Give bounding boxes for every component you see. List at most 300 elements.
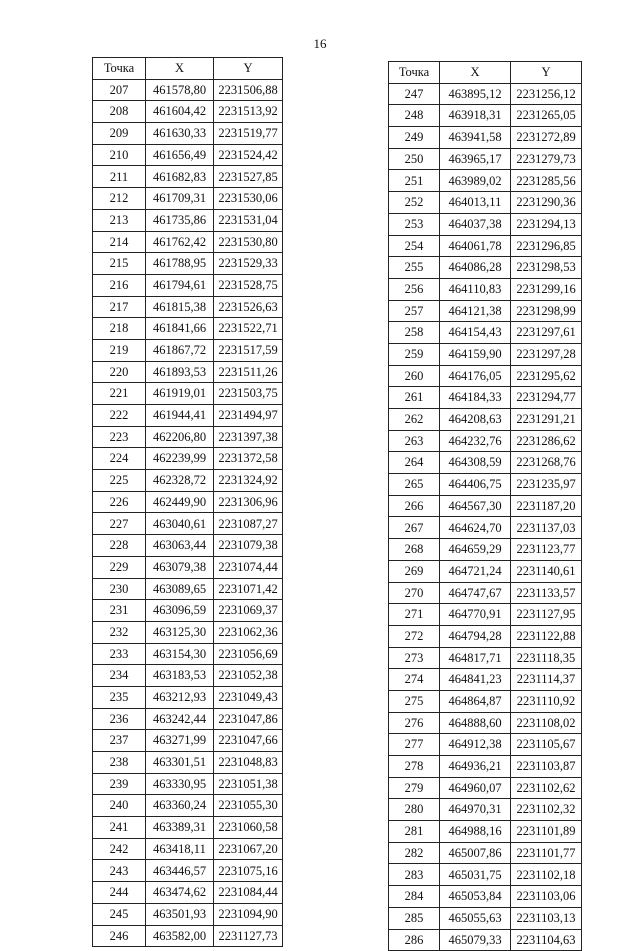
cell-point-number: 266 bbox=[389, 495, 440, 517]
cell-point-number: 225 bbox=[93, 470, 146, 492]
cell-point-number: 217 bbox=[93, 296, 146, 318]
cell-point-number: 247 bbox=[389, 83, 440, 105]
cell-y-coordinate: 2231298,53 bbox=[511, 257, 582, 279]
cell-x-coordinate: 464121,38 bbox=[440, 300, 511, 322]
cell-x-coordinate: 464154,43 bbox=[440, 322, 511, 344]
cell-x-coordinate: 463125,30 bbox=[146, 621, 214, 643]
cell-x-coordinate: 463360,24 bbox=[146, 795, 214, 817]
cell-x-coordinate: 464817,71 bbox=[440, 647, 511, 669]
cell-point-number: 251 bbox=[389, 170, 440, 192]
cell-y-coordinate: 2231526,63 bbox=[214, 296, 283, 318]
table-row bbox=[389, 669, 582, 691]
cell-x-coordinate: 464061,78 bbox=[440, 235, 511, 257]
table-row bbox=[93, 405, 283, 427]
cell-x-coordinate: 464988,16 bbox=[440, 821, 511, 843]
cell-point-number: 219 bbox=[93, 339, 146, 361]
cell-y-coordinate: 2231530,06 bbox=[214, 188, 283, 210]
cell-x-coordinate: 463989,02 bbox=[440, 170, 511, 192]
table-row bbox=[389, 387, 582, 409]
cell-point-number: 260 bbox=[389, 365, 440, 387]
cell-x-coordinate: 465007,86 bbox=[440, 842, 511, 864]
cell-y-coordinate: 2231524,42 bbox=[214, 144, 283, 166]
cell-y-coordinate: 2231517,59 bbox=[214, 339, 283, 361]
table-row bbox=[389, 365, 582, 387]
cell-point-number: 227 bbox=[93, 513, 146, 535]
cell-point-number: 221 bbox=[93, 383, 146, 405]
cell-point-number: 282 bbox=[389, 842, 440, 864]
cell-y-coordinate: 2231051,38 bbox=[214, 773, 283, 795]
cell-y-coordinate: 2231279,73 bbox=[511, 148, 582, 170]
cell-x-coordinate: 465053,84 bbox=[440, 886, 511, 908]
cell-y-coordinate: 2231506,88 bbox=[214, 79, 283, 101]
cell-point-number: 239 bbox=[93, 773, 146, 795]
cell-y-coordinate: 2231511,26 bbox=[214, 361, 283, 383]
cell-point-number: 278 bbox=[389, 756, 440, 778]
cell-point-number: 212 bbox=[93, 188, 146, 210]
cell-point-number: 271 bbox=[389, 604, 440, 626]
cell-x-coordinate: 461794,61 bbox=[146, 274, 214, 296]
table-row bbox=[93, 513, 283, 535]
table-row bbox=[389, 929, 582, 951]
cell-point-number: 256 bbox=[389, 278, 440, 300]
cell-point-number: 207 bbox=[93, 79, 146, 101]
cell-x-coordinate: 464841,23 bbox=[440, 669, 511, 691]
cell-y-coordinate: 2231087,27 bbox=[214, 513, 283, 535]
cell-point-number: 262 bbox=[389, 409, 440, 431]
cell-point-number: 224 bbox=[93, 448, 146, 470]
cell-y-coordinate: 2231079,38 bbox=[214, 535, 283, 557]
table-row bbox=[93, 318, 283, 340]
table-row bbox=[93, 556, 283, 578]
table-row bbox=[93, 209, 283, 231]
cell-point-number: 216 bbox=[93, 274, 146, 296]
cell-x-coordinate: 463895,12 bbox=[440, 83, 511, 105]
cell-point-number: 233 bbox=[93, 643, 146, 665]
table-row bbox=[389, 864, 582, 886]
cell-y-coordinate: 2231531,04 bbox=[214, 209, 283, 231]
cell-y-coordinate: 2231140,61 bbox=[511, 560, 582, 582]
cell-point-number: 248 bbox=[389, 105, 440, 127]
cell-point-number: 236 bbox=[93, 708, 146, 730]
column-header-x: X bbox=[146, 58, 214, 80]
table-row bbox=[93, 773, 283, 795]
table-row bbox=[93, 123, 283, 145]
cell-point-number: 242 bbox=[93, 838, 146, 860]
cell-point-number: 223 bbox=[93, 426, 146, 448]
cell-y-coordinate: 2231103,87 bbox=[511, 756, 582, 778]
cell-point-number: 257 bbox=[389, 300, 440, 322]
table-row bbox=[93, 578, 283, 600]
cell-x-coordinate: 464864,87 bbox=[440, 690, 511, 712]
cell-point-number: 279 bbox=[389, 777, 440, 799]
cell-y-coordinate: 2231528,75 bbox=[214, 274, 283, 296]
coordinates-table-right bbox=[388, 61, 582, 951]
table-row bbox=[389, 756, 582, 778]
cell-point-number: 220 bbox=[93, 361, 146, 383]
cell-y-coordinate: 2231297,61 bbox=[511, 322, 582, 344]
cell-x-coordinate: 464232,76 bbox=[440, 430, 511, 452]
table-row bbox=[93, 470, 283, 492]
table-row bbox=[93, 79, 283, 101]
table-row bbox=[389, 495, 582, 517]
cell-y-coordinate: 2231071,42 bbox=[214, 578, 283, 600]
cell-y-coordinate: 2231513,92 bbox=[214, 101, 283, 123]
cell-point-number: 222 bbox=[93, 405, 146, 427]
cell-point-number: 231 bbox=[93, 600, 146, 622]
table-row bbox=[93, 925, 283, 947]
cell-x-coordinate: 463096,59 bbox=[146, 600, 214, 622]
cell-point-number: 283 bbox=[389, 864, 440, 886]
cell-y-coordinate: 2231527,85 bbox=[214, 166, 283, 188]
table-row bbox=[389, 83, 582, 105]
table-row bbox=[389, 343, 582, 365]
cell-y-coordinate: 2231522,71 bbox=[214, 318, 283, 340]
table-row bbox=[389, 604, 582, 626]
cell-point-number: 277 bbox=[389, 734, 440, 756]
cell-x-coordinate: 461682,83 bbox=[146, 166, 214, 188]
cell-point-number: 280 bbox=[389, 799, 440, 821]
cell-y-coordinate: 2231235,97 bbox=[511, 474, 582, 496]
table-row bbox=[389, 452, 582, 474]
cell-x-coordinate: 464912,38 bbox=[440, 734, 511, 756]
cell-y-coordinate: 2231084,44 bbox=[214, 882, 283, 904]
cell-y-coordinate: 2231102,32 bbox=[511, 799, 582, 821]
cell-point-number: 211 bbox=[93, 166, 146, 188]
cell-point-number: 267 bbox=[389, 517, 440, 539]
cell-y-coordinate: 2231114,37 bbox=[511, 669, 582, 691]
cell-x-coordinate: 463183,53 bbox=[146, 665, 214, 687]
cell-x-coordinate: 461841,66 bbox=[146, 318, 214, 340]
cell-y-coordinate: 2231296,85 bbox=[511, 235, 582, 257]
table-row bbox=[93, 686, 283, 708]
cell-x-coordinate: 462449,90 bbox=[146, 491, 214, 513]
cell-x-coordinate: 464659,29 bbox=[440, 539, 511, 561]
table-row bbox=[389, 474, 582, 496]
cell-point-number: 272 bbox=[389, 625, 440, 647]
cell-point-number: 213 bbox=[93, 209, 146, 231]
cell-x-coordinate: 464794,28 bbox=[440, 625, 511, 647]
cell-y-coordinate: 2231047,86 bbox=[214, 708, 283, 730]
cell-x-coordinate: 463418,11 bbox=[146, 838, 214, 860]
cell-point-number: 208 bbox=[93, 101, 146, 123]
table-row bbox=[93, 817, 283, 839]
cell-y-coordinate: 2231133,57 bbox=[511, 582, 582, 604]
column-header-y: Y bbox=[214, 58, 283, 80]
cell-x-coordinate: 462328,72 bbox=[146, 470, 214, 492]
cell-y-coordinate: 2231075,16 bbox=[214, 860, 283, 882]
cell-point-number: 215 bbox=[93, 253, 146, 275]
cell-x-coordinate: 461578,80 bbox=[146, 79, 214, 101]
cell-y-coordinate: 2231056,69 bbox=[214, 643, 283, 665]
cell-y-coordinate: 2231118,35 bbox=[511, 647, 582, 669]
table-row bbox=[389, 799, 582, 821]
cell-x-coordinate: 463582,00 bbox=[146, 925, 214, 947]
cell-x-coordinate: 463501,93 bbox=[146, 903, 214, 925]
cell-y-coordinate: 2231187,20 bbox=[511, 495, 582, 517]
cell-y-coordinate: 2231122,88 bbox=[511, 625, 582, 647]
cell-point-number: 235 bbox=[93, 686, 146, 708]
cell-point-number: 270 bbox=[389, 582, 440, 604]
cell-y-coordinate: 2231268,76 bbox=[511, 452, 582, 474]
cell-point-number: 263 bbox=[389, 430, 440, 452]
cell-y-coordinate: 2231052,38 bbox=[214, 665, 283, 687]
cell-y-coordinate: 2231530,80 bbox=[214, 231, 283, 253]
cell-x-coordinate: 464110,83 bbox=[440, 278, 511, 300]
table-row bbox=[389, 647, 582, 669]
cell-point-number: 264 bbox=[389, 452, 440, 474]
cell-y-coordinate: 2231060,58 bbox=[214, 817, 283, 839]
cell-y-coordinate: 2231529,33 bbox=[214, 253, 283, 275]
cell-point-number: 274 bbox=[389, 669, 440, 691]
cell-point-number: 250 bbox=[389, 148, 440, 170]
cell-x-coordinate: 464770,91 bbox=[440, 604, 511, 626]
table-row bbox=[93, 600, 283, 622]
table-row bbox=[93, 188, 283, 210]
table-row bbox=[93, 708, 283, 730]
cell-point-number: 238 bbox=[93, 752, 146, 774]
table-row bbox=[389, 127, 582, 149]
table-row bbox=[389, 278, 582, 300]
cell-x-coordinate: 463089,65 bbox=[146, 578, 214, 600]
cell-y-coordinate: 2231324,92 bbox=[214, 470, 283, 492]
cell-x-coordinate: 461788,95 bbox=[146, 253, 214, 275]
cell-y-coordinate: 2231103,13 bbox=[511, 907, 582, 929]
cell-x-coordinate: 461656,49 bbox=[146, 144, 214, 166]
table-row bbox=[93, 643, 283, 665]
cell-x-coordinate: 461630,33 bbox=[146, 123, 214, 145]
cell-y-coordinate: 2231103,06 bbox=[511, 886, 582, 908]
cell-point-number: 245 bbox=[93, 903, 146, 925]
cell-point-number: 265 bbox=[389, 474, 440, 496]
cell-y-coordinate: 2231265,05 bbox=[511, 105, 582, 127]
cell-x-coordinate: 464159,90 bbox=[440, 343, 511, 365]
cell-y-coordinate: 2231104,63 bbox=[511, 929, 582, 951]
cell-point-number: 246 bbox=[93, 925, 146, 947]
cell-x-coordinate: 464567,30 bbox=[440, 495, 511, 517]
cell-point-number: 232 bbox=[93, 621, 146, 643]
table-row bbox=[93, 795, 283, 817]
cell-point-number: 276 bbox=[389, 712, 440, 734]
cell-x-coordinate: 461735,86 bbox=[146, 209, 214, 231]
cell-y-coordinate: 2231048,83 bbox=[214, 752, 283, 774]
cell-x-coordinate: 464037,38 bbox=[440, 213, 511, 235]
table-row bbox=[389, 690, 582, 712]
cell-x-coordinate: 461709,31 bbox=[146, 188, 214, 210]
cell-point-number: 273 bbox=[389, 647, 440, 669]
page-number: 16 bbox=[313, 36, 327, 51]
cell-point-number: 275 bbox=[389, 690, 440, 712]
cell-x-coordinate: 464624,70 bbox=[440, 517, 511, 539]
table-header-row bbox=[93, 58, 283, 80]
cell-x-coordinate: 463918,31 bbox=[440, 105, 511, 127]
cell-x-coordinate: 463330,95 bbox=[146, 773, 214, 795]
table-row bbox=[389, 105, 582, 127]
table-row bbox=[93, 882, 283, 904]
cell-y-coordinate: 2231298,99 bbox=[511, 300, 582, 322]
cell-y-coordinate: 2231299,16 bbox=[511, 278, 582, 300]
cell-y-coordinate: 2231127,73 bbox=[214, 925, 283, 947]
cell-point-number: 214 bbox=[93, 231, 146, 253]
table-row bbox=[389, 517, 582, 539]
cell-y-coordinate: 2231294,77 bbox=[511, 387, 582, 409]
cell-y-coordinate: 2231372,58 bbox=[214, 448, 283, 470]
table-row bbox=[389, 886, 582, 908]
cell-x-coordinate: 464936,21 bbox=[440, 756, 511, 778]
cell-x-coordinate: 464308,59 bbox=[440, 452, 511, 474]
cell-x-coordinate: 462239,99 bbox=[146, 448, 214, 470]
cell-point-number: 269 bbox=[389, 560, 440, 582]
cell-x-coordinate: 463242,44 bbox=[146, 708, 214, 730]
cell-point-number: 285 bbox=[389, 907, 440, 929]
column-header-y: Y bbox=[511, 62, 582, 84]
cell-point-number: 249 bbox=[389, 127, 440, 149]
cell-point-number: 259 bbox=[389, 343, 440, 365]
cell-y-coordinate: 2231503,75 bbox=[214, 383, 283, 405]
table-row bbox=[389, 235, 582, 257]
table-row bbox=[389, 777, 582, 799]
cell-point-number: 243 bbox=[93, 860, 146, 882]
cell-x-coordinate: 464176,05 bbox=[440, 365, 511, 387]
cell-y-coordinate: 2231286,62 bbox=[511, 430, 582, 452]
cell-point-number: 258 bbox=[389, 322, 440, 344]
table-row bbox=[93, 860, 283, 882]
cell-y-coordinate: 2231105,67 bbox=[511, 734, 582, 756]
table-row bbox=[389, 734, 582, 756]
cell-y-coordinate: 2231137,03 bbox=[511, 517, 582, 539]
table-row bbox=[389, 322, 582, 344]
table-row bbox=[93, 491, 283, 513]
table-row bbox=[93, 101, 283, 123]
cell-y-coordinate: 2231102,62 bbox=[511, 777, 582, 799]
table-header-row bbox=[389, 62, 582, 84]
cell-y-coordinate: 2231297,28 bbox=[511, 343, 582, 365]
cell-x-coordinate: 463040,61 bbox=[146, 513, 214, 535]
cell-point-number: 234 bbox=[93, 665, 146, 687]
cell-y-coordinate: 2231108,02 bbox=[511, 712, 582, 734]
table-row bbox=[389, 842, 582, 864]
cell-x-coordinate: 463212,93 bbox=[146, 686, 214, 708]
table-row bbox=[389, 430, 582, 452]
table-row bbox=[389, 300, 582, 322]
table-row bbox=[389, 907, 582, 929]
cell-x-coordinate: 463154,30 bbox=[146, 643, 214, 665]
cell-x-coordinate: 463079,38 bbox=[146, 556, 214, 578]
cell-point-number: 284 bbox=[389, 886, 440, 908]
cell-point-number: 240 bbox=[93, 795, 146, 817]
cell-y-coordinate: 2231291,21 bbox=[511, 409, 582, 431]
cell-x-coordinate: 464747,67 bbox=[440, 582, 511, 604]
cell-x-coordinate: 464960,07 bbox=[440, 777, 511, 799]
column-header-point: Точка bbox=[389, 62, 440, 84]
cell-y-coordinate: 2231074,44 bbox=[214, 556, 283, 578]
cell-point-number: 229 bbox=[93, 556, 146, 578]
cell-point-number: 241 bbox=[93, 817, 146, 839]
cell-x-coordinate: 463941,58 bbox=[440, 127, 511, 149]
table-row bbox=[93, 730, 283, 752]
cell-y-coordinate: 2231285,56 bbox=[511, 170, 582, 192]
cell-x-coordinate: 465031,75 bbox=[440, 864, 511, 886]
cell-point-number: 281 bbox=[389, 821, 440, 843]
table-row bbox=[93, 383, 283, 405]
table-row bbox=[93, 535, 283, 557]
cell-y-coordinate: 2231295,62 bbox=[511, 365, 582, 387]
table-row bbox=[389, 712, 582, 734]
cell-y-coordinate: 2231494,97 bbox=[214, 405, 283, 427]
column-header-point: Точка bbox=[93, 58, 146, 80]
table-row bbox=[93, 253, 283, 275]
cell-y-coordinate: 2231049,43 bbox=[214, 686, 283, 708]
table-row bbox=[93, 361, 283, 383]
cell-x-coordinate: 461944,41 bbox=[146, 405, 214, 427]
cell-x-coordinate: 461604,42 bbox=[146, 101, 214, 123]
cell-x-coordinate: 463474,62 bbox=[146, 882, 214, 904]
cell-x-coordinate: 464888,60 bbox=[440, 712, 511, 734]
table-row bbox=[93, 231, 283, 253]
cell-y-coordinate: 2231102,18 bbox=[511, 864, 582, 886]
cell-x-coordinate: 461867,72 bbox=[146, 339, 214, 361]
table-row bbox=[389, 560, 582, 582]
cell-y-coordinate: 2231519,77 bbox=[214, 123, 283, 145]
cell-point-number: 237 bbox=[93, 730, 146, 752]
cell-point-number: 268 bbox=[389, 539, 440, 561]
table-row bbox=[389, 257, 582, 279]
cell-point-number: 252 bbox=[389, 192, 440, 214]
cell-y-coordinate: 2231110,92 bbox=[511, 690, 582, 712]
cell-x-coordinate: 464721,24 bbox=[440, 560, 511, 582]
cell-point-number: 218 bbox=[93, 318, 146, 340]
cell-point-number: 253 bbox=[389, 213, 440, 235]
cell-point-number: 255 bbox=[389, 257, 440, 279]
cell-x-coordinate: 464013,11 bbox=[440, 192, 511, 214]
cell-y-coordinate: 2231047,66 bbox=[214, 730, 283, 752]
cell-x-coordinate: 463446,57 bbox=[146, 860, 214, 882]
cell-y-coordinate: 2231397,38 bbox=[214, 426, 283, 448]
cell-y-coordinate: 2231272,89 bbox=[511, 127, 582, 149]
table-row bbox=[389, 192, 582, 214]
cell-x-coordinate: 464184,33 bbox=[440, 387, 511, 409]
cell-y-coordinate: 2231294,13 bbox=[511, 213, 582, 235]
cell-x-coordinate: 463389,31 bbox=[146, 817, 214, 839]
cell-x-coordinate: 464406,75 bbox=[440, 474, 511, 496]
table-row bbox=[93, 903, 283, 925]
cell-y-coordinate: 2231306,96 bbox=[214, 491, 283, 513]
cell-point-number: 286 bbox=[389, 929, 440, 951]
coordinates-table-left bbox=[92, 57, 283, 947]
cell-point-number: 230 bbox=[93, 578, 146, 600]
cell-y-coordinate: 2231101,89 bbox=[511, 821, 582, 843]
cell-x-coordinate: 461815,38 bbox=[146, 296, 214, 318]
cell-y-coordinate: 2231123,77 bbox=[511, 539, 582, 561]
cell-point-number: 209 bbox=[93, 123, 146, 145]
cell-y-coordinate: 2231062,36 bbox=[214, 621, 283, 643]
cell-y-coordinate: 2231127,95 bbox=[511, 604, 582, 626]
table-row bbox=[389, 148, 582, 170]
cell-x-coordinate: 462206,80 bbox=[146, 426, 214, 448]
table-row bbox=[93, 448, 283, 470]
table-row bbox=[93, 621, 283, 643]
cell-x-coordinate: 464970,31 bbox=[440, 799, 511, 821]
table-row bbox=[389, 170, 582, 192]
column-header-x: X bbox=[440, 62, 511, 84]
cell-x-coordinate: 461762,42 bbox=[146, 231, 214, 253]
cell-point-number: 228 bbox=[93, 535, 146, 557]
cell-y-coordinate: 2231256,12 bbox=[511, 83, 582, 105]
cell-x-coordinate: 461893,53 bbox=[146, 361, 214, 383]
cell-y-coordinate: 2231055,30 bbox=[214, 795, 283, 817]
cell-point-number: 226 bbox=[93, 491, 146, 513]
cell-x-coordinate: 463301,51 bbox=[146, 752, 214, 774]
cell-y-coordinate: 2231101,77 bbox=[511, 842, 582, 864]
